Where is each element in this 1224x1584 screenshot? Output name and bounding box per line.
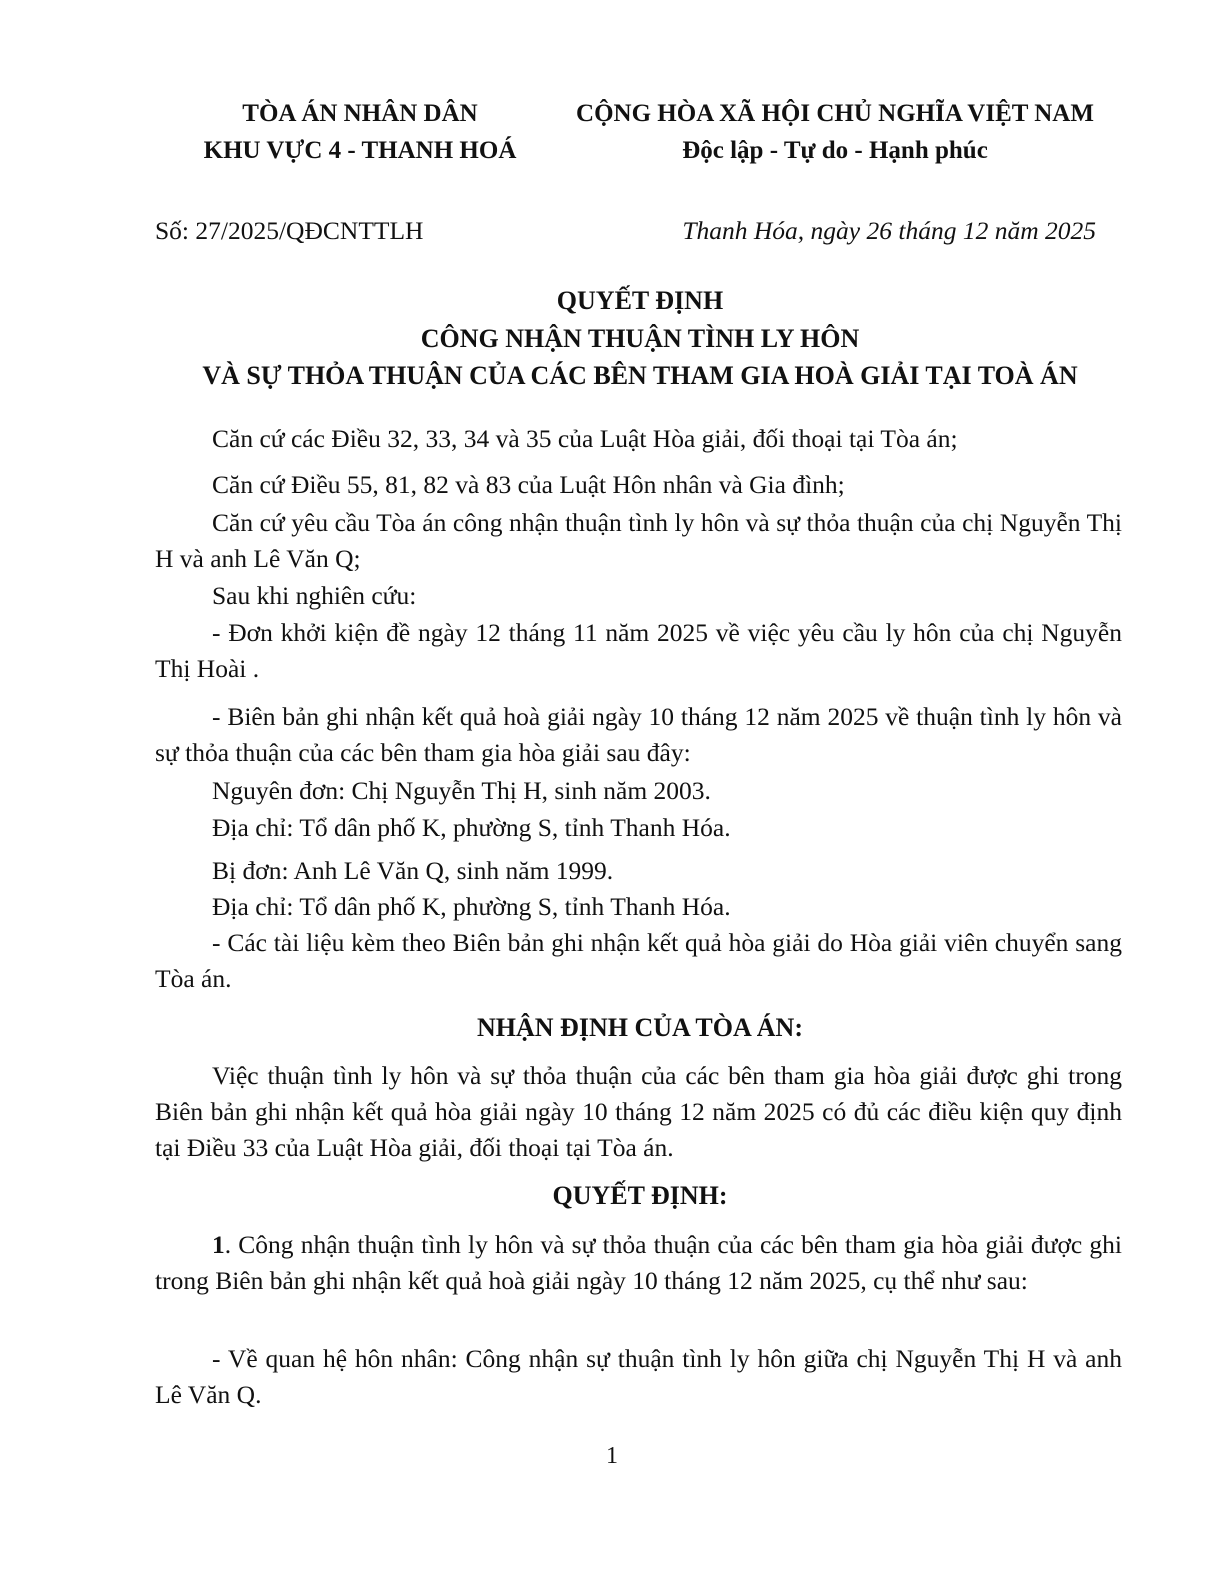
plaintiff: Nguyên đơn: Chị Nguyễn Thị H, sinh năm 2003. xyxy=(212,776,711,805)
assessment-text: Việc thuận tình ly hôn và sự thỏa thuận của các bên tham gia hòa giải được ghi trong Biên bản ghi nhận kết quả hòa giải ngày 10 tháng 12 năm 2025 có đủ các điều kiện quy định tại Điều 33 của Luật Hòa giải, đối thoại tại Tòa án. xyxy=(155,1061,1122,1162)
plaintiff-address: Địa chỉ: Tổ dân phố K, phường S, tỉnh Thanh Hóa. xyxy=(212,813,731,842)
title-line1: QUYẾT ĐỊNH xyxy=(556,286,724,315)
basis-4: Sau khi nghiên cứu: xyxy=(212,581,417,610)
nation-name: CỘNG HÒA XÃ HỘI CHỦ NGHĨA VIỆT NAM xyxy=(576,100,1094,127)
place-date: Thanh Hóa, ngày 26 tháng 12 năm 2025 xyxy=(682,216,1096,245)
assessment-heading: NHẬN ĐỊNH CỦA TÒA ÁN: xyxy=(477,1013,803,1042)
basis-3: Căn cứ yêu cầu Tòa án công nhận thuận tình ly hôn và sự thỏa thuận của chị Nguyễn Thị H và anh Lê Văn Q; xyxy=(155,508,1122,573)
basis-1: Căn cứ các Điều 32, 33, 34 và 35 của Luật Hòa giải, đối thoại tại Tòa án; xyxy=(212,424,958,453)
court-name: TÒA ÁN NHÂN DÂN xyxy=(242,100,478,127)
basis-2: Căn cứ Điều 55, 81, 82 và 83 của Luật Hôn nhân và Gia đình; xyxy=(212,470,845,499)
basis-7: - Các tài liệu kèm theo Biên bản ghi nhận kết quả hòa giải do Hòa giải viên chuyển sang Tòa án. xyxy=(155,928,1122,993)
decision-item-1-text: . Công nhận thuận tình ly hôn và sự thỏa thuận của các bên tham gia hòa giải được ghi trong Biên bản ghi nhận kết quả hoà giải ngày 10 tháng 12 năm 2025, cụ thể như sau: xyxy=(155,1230,1122,1295)
decision-item-1 xyxy=(155,1227,1122,1299)
document-number: Số: 27/2025/QĐCNTTLH xyxy=(155,216,424,245)
title-line2: CÔNG NHẬN THUẬN TÌNH LY HÔN xyxy=(420,324,860,353)
defendant-address: Địa chỉ: Tổ dân phố K, phường S, tỉnh Thanh Hóa. xyxy=(212,892,731,921)
court-region: KHU VỰC 4 - THANH HOÁ xyxy=(203,137,517,164)
nation-motto: Độc lập - Tự do - Hạnh phúc xyxy=(682,137,988,164)
decision-marriage: - Về quan hệ hôn nhân: Công nhận sự thuận tình ly hôn giữa chị Nguyễn Thị H và anh Lê Văn Q. xyxy=(155,1344,1122,1409)
basis-5: - Đơn khởi kiện đề ngày 12 tháng 11 năm 2025 về việc yêu cầu ly hôn của chị Nguyễn Thị Hoài . xyxy=(155,618,1122,683)
basis-6: - Biên bản ghi nhận kết quả hoà giải ngày 10 tháng 12 năm 2025 về thuận tình ly hôn và sự thỏa thuận của các bên tham gia hòa giải sau đây: xyxy=(155,702,1122,767)
page-number: 1 xyxy=(606,1443,618,1469)
decision-heading: QUYẾT ĐỊNH: xyxy=(552,1181,728,1210)
decision-item-1-number: 1 xyxy=(212,1230,225,1259)
defendant: Bị đơn: Anh Lê Văn Q, sinh năm 1999. xyxy=(212,856,614,885)
title-line3: VÀ SỰ THỎA THUẬN CỦA CÁC BÊN THAM GIA HOÀ GIẢI TẠI TOÀ ÁN xyxy=(202,361,1078,390)
